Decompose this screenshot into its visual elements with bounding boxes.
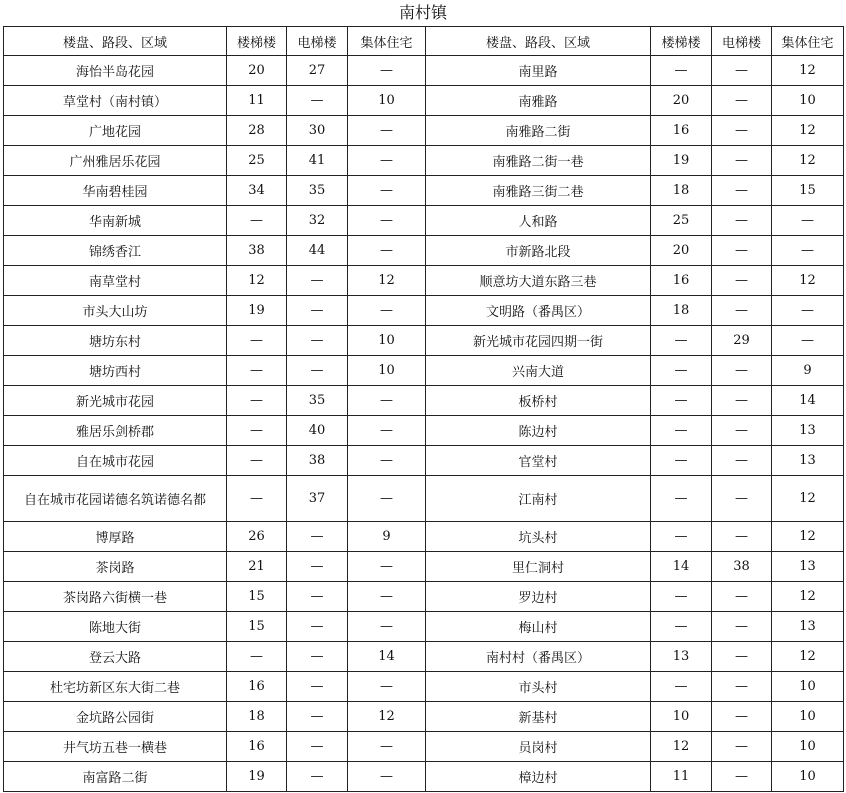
value-cell: — — [651, 416, 712, 446]
table-title: 南村镇 — [398, 3, 447, 22]
value-cell: 20 — [651, 236, 712, 266]
value-cell: — — [712, 582, 772, 612]
value-cell: 19 — [227, 296, 287, 326]
value-cell: — — [772, 236, 844, 266]
value-cell: — — [712, 86, 772, 116]
value-cell: 38 — [287, 446, 348, 476]
name-cell: 南雅路 — [426, 86, 651, 116]
value-cell: 16 — [651, 266, 712, 296]
value-cell: 10 — [772, 702, 844, 732]
value-cell: 20 — [227, 56, 287, 86]
name-cell: 自在城市花园诺德名筑诺德名都 — [4, 476, 227, 522]
table-row — [4, 146, 844, 176]
name-cell: 南富路二街 — [4, 762, 227, 792]
value-cell: — — [651, 446, 712, 476]
value-cell: 11 — [227, 86, 287, 116]
value-cell: 19 — [227, 762, 287, 792]
value-cell: 34 — [227, 176, 287, 206]
value-cell: — — [651, 612, 712, 642]
housing-table — [3, 26, 844, 792]
value-cell: — — [712, 206, 772, 236]
name-cell: 锦绣香江 — [4, 236, 227, 266]
name-cell: 新基村 — [426, 702, 651, 732]
value-cell: 16 — [651, 116, 712, 146]
name-cell: 里仁洞村 — [426, 552, 651, 582]
value-cell: 20 — [651, 86, 712, 116]
table-row — [4, 206, 844, 236]
value-cell: 12 — [772, 582, 844, 612]
value-cell: — — [712, 446, 772, 476]
value-cell: — — [287, 296, 348, 326]
name-cell: 樟边村 — [426, 762, 651, 792]
name-cell: 金坑路公园街 — [4, 702, 227, 732]
name-cell: 官堂村 — [426, 446, 651, 476]
table-row — [4, 446, 844, 476]
value-cell: — — [348, 582, 426, 612]
value-cell: — — [287, 702, 348, 732]
name-cell: 人和路 — [426, 206, 651, 236]
value-cell: 28 — [227, 116, 287, 146]
header-cell: 电梯楼 — [287, 27, 348, 56]
value-cell: 37 — [287, 476, 348, 522]
name-cell: 市头大山坊 — [4, 296, 227, 326]
value-cell: 32 — [287, 206, 348, 236]
name-cell: 板桥村 — [426, 386, 651, 416]
value-cell: — — [348, 552, 426, 582]
value-cell: — — [772, 326, 844, 356]
table-row — [4, 386, 844, 416]
value-cell: 14 — [348, 642, 426, 672]
header-cell: 楼梯楼 — [227, 27, 287, 56]
table-row — [4, 56, 844, 86]
value-cell: — — [287, 356, 348, 386]
name-cell: 广州雅居乐花园 — [4, 146, 227, 176]
value-cell: 12 — [772, 146, 844, 176]
value-cell: — — [348, 206, 426, 236]
value-cell: — — [227, 356, 287, 386]
value-cell: 10 — [772, 86, 844, 116]
value-cell: 21 — [227, 552, 287, 582]
table-body — [4, 56, 844, 792]
name-cell: 新光城市花园四期一街 — [426, 326, 651, 356]
value-cell: 11 — [651, 762, 712, 792]
name-cell: 井气坊五巷一横巷 — [4, 732, 227, 762]
value-cell: 13 — [772, 552, 844, 582]
name-cell: 南里路 — [426, 56, 651, 86]
value-cell: — — [287, 266, 348, 296]
table-row — [4, 522, 844, 552]
table-row — [4, 236, 844, 266]
name-cell: 博厚路 — [4, 522, 227, 552]
value-cell: — — [227, 476, 287, 522]
value-cell: — — [227, 386, 287, 416]
value-cell: 12 — [348, 266, 426, 296]
value-cell: 10 — [348, 86, 426, 116]
table-row — [4, 702, 844, 732]
value-cell: 38 — [712, 552, 772, 582]
value-cell: — — [348, 672, 426, 702]
name-cell: 罗边村 — [426, 582, 651, 612]
header-cell: 集体住宅 — [772, 27, 844, 56]
value-cell: — — [348, 416, 426, 446]
value-cell: 14 — [651, 552, 712, 582]
value-cell: 15 — [227, 582, 287, 612]
table-row — [4, 672, 844, 702]
value-cell: 12 — [772, 266, 844, 296]
name-cell: 广地花园 — [4, 116, 227, 146]
value-cell: — — [348, 732, 426, 762]
name-cell: 南雅路二街一巷 — [426, 146, 651, 176]
value-cell: 14 — [772, 386, 844, 416]
name-cell: 坑头村 — [426, 522, 651, 552]
table-row — [4, 732, 844, 762]
value-cell: 29 — [712, 326, 772, 356]
value-cell: 13 — [772, 446, 844, 476]
value-cell: 12 — [348, 702, 426, 732]
value-cell: 13 — [772, 416, 844, 446]
value-cell: — — [348, 386, 426, 416]
name-cell: 华南碧桂园 — [4, 176, 227, 206]
header-cell: 楼盘、路段、区域 — [426, 27, 651, 56]
value-cell: — — [348, 146, 426, 176]
table-row — [4, 476, 844, 522]
value-cell: — — [651, 476, 712, 522]
value-cell: — — [712, 386, 772, 416]
table-row — [4, 582, 844, 612]
value-cell: — — [772, 206, 844, 236]
value-cell: — — [348, 296, 426, 326]
value-cell: 35 — [287, 386, 348, 416]
value-cell: — — [712, 672, 772, 702]
value-cell: 27 — [287, 56, 348, 86]
value-cell: 10 — [772, 672, 844, 702]
name-cell: 员岗村 — [426, 732, 651, 762]
value-cell: 25 — [651, 206, 712, 236]
table-row — [4, 762, 844, 792]
value-cell: 9 — [348, 522, 426, 552]
value-cell: 12 — [651, 732, 712, 762]
value-cell: 12 — [772, 522, 844, 552]
value-cell: 44 — [287, 236, 348, 266]
name-cell: 塘坊西村 — [4, 356, 227, 386]
name-cell: 兴南大道 — [426, 356, 651, 386]
value-cell: — — [227, 416, 287, 446]
value-cell: — — [712, 702, 772, 732]
value-cell: — — [712, 522, 772, 552]
table-row — [4, 356, 844, 386]
name-cell: 南草堂村 — [4, 266, 227, 296]
table-row — [4, 326, 844, 356]
value-cell: — — [287, 732, 348, 762]
value-cell: — — [227, 206, 287, 236]
value-cell: — — [651, 56, 712, 86]
name-cell: 新光城市花园 — [4, 386, 227, 416]
value-cell: 25 — [227, 146, 287, 176]
value-cell: 15 — [772, 176, 844, 206]
table-row — [4, 116, 844, 146]
value-cell: — — [651, 356, 712, 386]
value-cell: — — [227, 326, 287, 356]
name-cell: 茶岗路 — [4, 552, 227, 582]
name-cell: 南村村（番禺区） — [426, 642, 651, 672]
value-cell: 12 — [772, 116, 844, 146]
table-row — [4, 266, 844, 296]
value-cell: 12 — [772, 56, 844, 86]
value-cell: — — [712, 266, 772, 296]
header-cell: 电梯楼 — [712, 27, 772, 56]
value-cell: — — [348, 476, 426, 522]
value-cell: — — [348, 612, 426, 642]
table-row — [4, 176, 844, 206]
value-cell: — — [712, 176, 772, 206]
value-cell: 18 — [651, 176, 712, 206]
name-cell: 自在城市花园 — [4, 446, 227, 476]
value-cell: 26 — [227, 522, 287, 552]
value-cell: 38 — [227, 236, 287, 266]
value-cell: 10 — [348, 356, 426, 386]
value-cell: — — [348, 116, 426, 146]
name-cell: 杜宅坊新区东大街二巷 — [4, 672, 227, 702]
value-cell: — — [712, 56, 772, 86]
value-cell: — — [348, 176, 426, 206]
value-cell: 19 — [651, 146, 712, 176]
value-cell: — — [712, 236, 772, 266]
value-cell: — — [712, 642, 772, 672]
value-cell: — — [712, 732, 772, 762]
value-cell: 15 — [227, 612, 287, 642]
value-cell: — — [287, 582, 348, 612]
value-cell: — — [712, 416, 772, 446]
value-cell: — — [712, 296, 772, 326]
name-cell: 文明路（番禺区） — [426, 296, 651, 326]
table-row — [4, 86, 844, 116]
name-cell: 梅山村 — [426, 612, 651, 642]
value-cell: — — [348, 236, 426, 266]
value-cell: — — [227, 446, 287, 476]
value-cell: — — [348, 446, 426, 476]
header-row — [4, 27, 844, 56]
value-cell: — — [772, 296, 844, 326]
name-cell: 市头村 — [426, 672, 651, 702]
value-cell: 41 — [287, 146, 348, 176]
value-cell: — — [651, 386, 712, 416]
value-cell: — — [651, 326, 712, 356]
value-cell: 10 — [772, 762, 844, 792]
value-cell: 10 — [772, 732, 844, 762]
value-cell: — — [287, 642, 348, 672]
value-cell: — — [287, 522, 348, 552]
table-row — [4, 552, 844, 582]
name-cell: 南雅路二街 — [426, 116, 651, 146]
value-cell: — — [712, 356, 772, 386]
header-cell: 楼盘、路段、区域 — [4, 27, 227, 56]
value-cell: 40 — [287, 416, 348, 446]
name-cell: 塘坊东村 — [4, 326, 227, 356]
value-cell: 16 — [227, 672, 287, 702]
value-cell: — — [287, 552, 348, 582]
name-cell: 陈地大街 — [4, 612, 227, 642]
table-row — [4, 296, 844, 326]
value-cell: — — [287, 86, 348, 116]
name-cell: 海怡半岛花园 — [4, 56, 227, 86]
value-cell: 12 — [227, 266, 287, 296]
value-cell: — — [287, 762, 348, 792]
value-cell: 13 — [651, 642, 712, 672]
name-cell: 茶岗路六街横一巷 — [4, 582, 227, 612]
value-cell: 10 — [651, 702, 712, 732]
header-cell: 楼梯楼 — [651, 27, 712, 56]
table-row — [4, 642, 844, 672]
table-row — [4, 416, 844, 446]
value-cell: 12 — [772, 642, 844, 672]
value-cell: — — [287, 326, 348, 356]
name-cell: 南雅路三街二巷 — [426, 176, 651, 206]
value-cell: — — [287, 612, 348, 642]
value-cell: 16 — [227, 732, 287, 762]
value-cell: 13 — [772, 612, 844, 642]
value-cell: 18 — [227, 702, 287, 732]
value-cell: 18 — [651, 296, 712, 326]
name-cell: 市新路北段 — [426, 236, 651, 266]
value-cell: — — [651, 522, 712, 552]
name-cell: 江南村 — [426, 476, 651, 522]
value-cell: — — [348, 56, 426, 86]
name-cell: 华南新城 — [4, 206, 227, 236]
value-cell: — — [712, 146, 772, 176]
value-cell: 30 — [287, 116, 348, 146]
name-cell: 雅居乐剑桥郡 — [4, 416, 227, 446]
value-cell: 12 — [772, 476, 844, 522]
name-cell: 陈边村 — [426, 416, 651, 446]
value-cell: — — [712, 116, 772, 146]
value-cell: — — [651, 672, 712, 702]
name-cell: 登云大路 — [4, 642, 227, 672]
value-cell: — — [712, 762, 772, 792]
value-cell: — — [651, 582, 712, 612]
table-row — [4, 612, 844, 642]
value-cell: — — [348, 762, 426, 792]
name-cell: 顺意坊大道东路三巷 — [426, 266, 651, 296]
header-cell: 集体住宅 — [348, 27, 426, 56]
value-cell: — — [712, 476, 772, 522]
name-cell: 草堂村（南村镇） — [4, 86, 227, 116]
value-cell: 9 — [772, 356, 844, 386]
value-cell: — — [227, 642, 287, 672]
value-cell: — — [287, 672, 348, 702]
value-cell: — — [712, 612, 772, 642]
value-cell: 35 — [287, 176, 348, 206]
value-cell: 10 — [348, 326, 426, 356]
